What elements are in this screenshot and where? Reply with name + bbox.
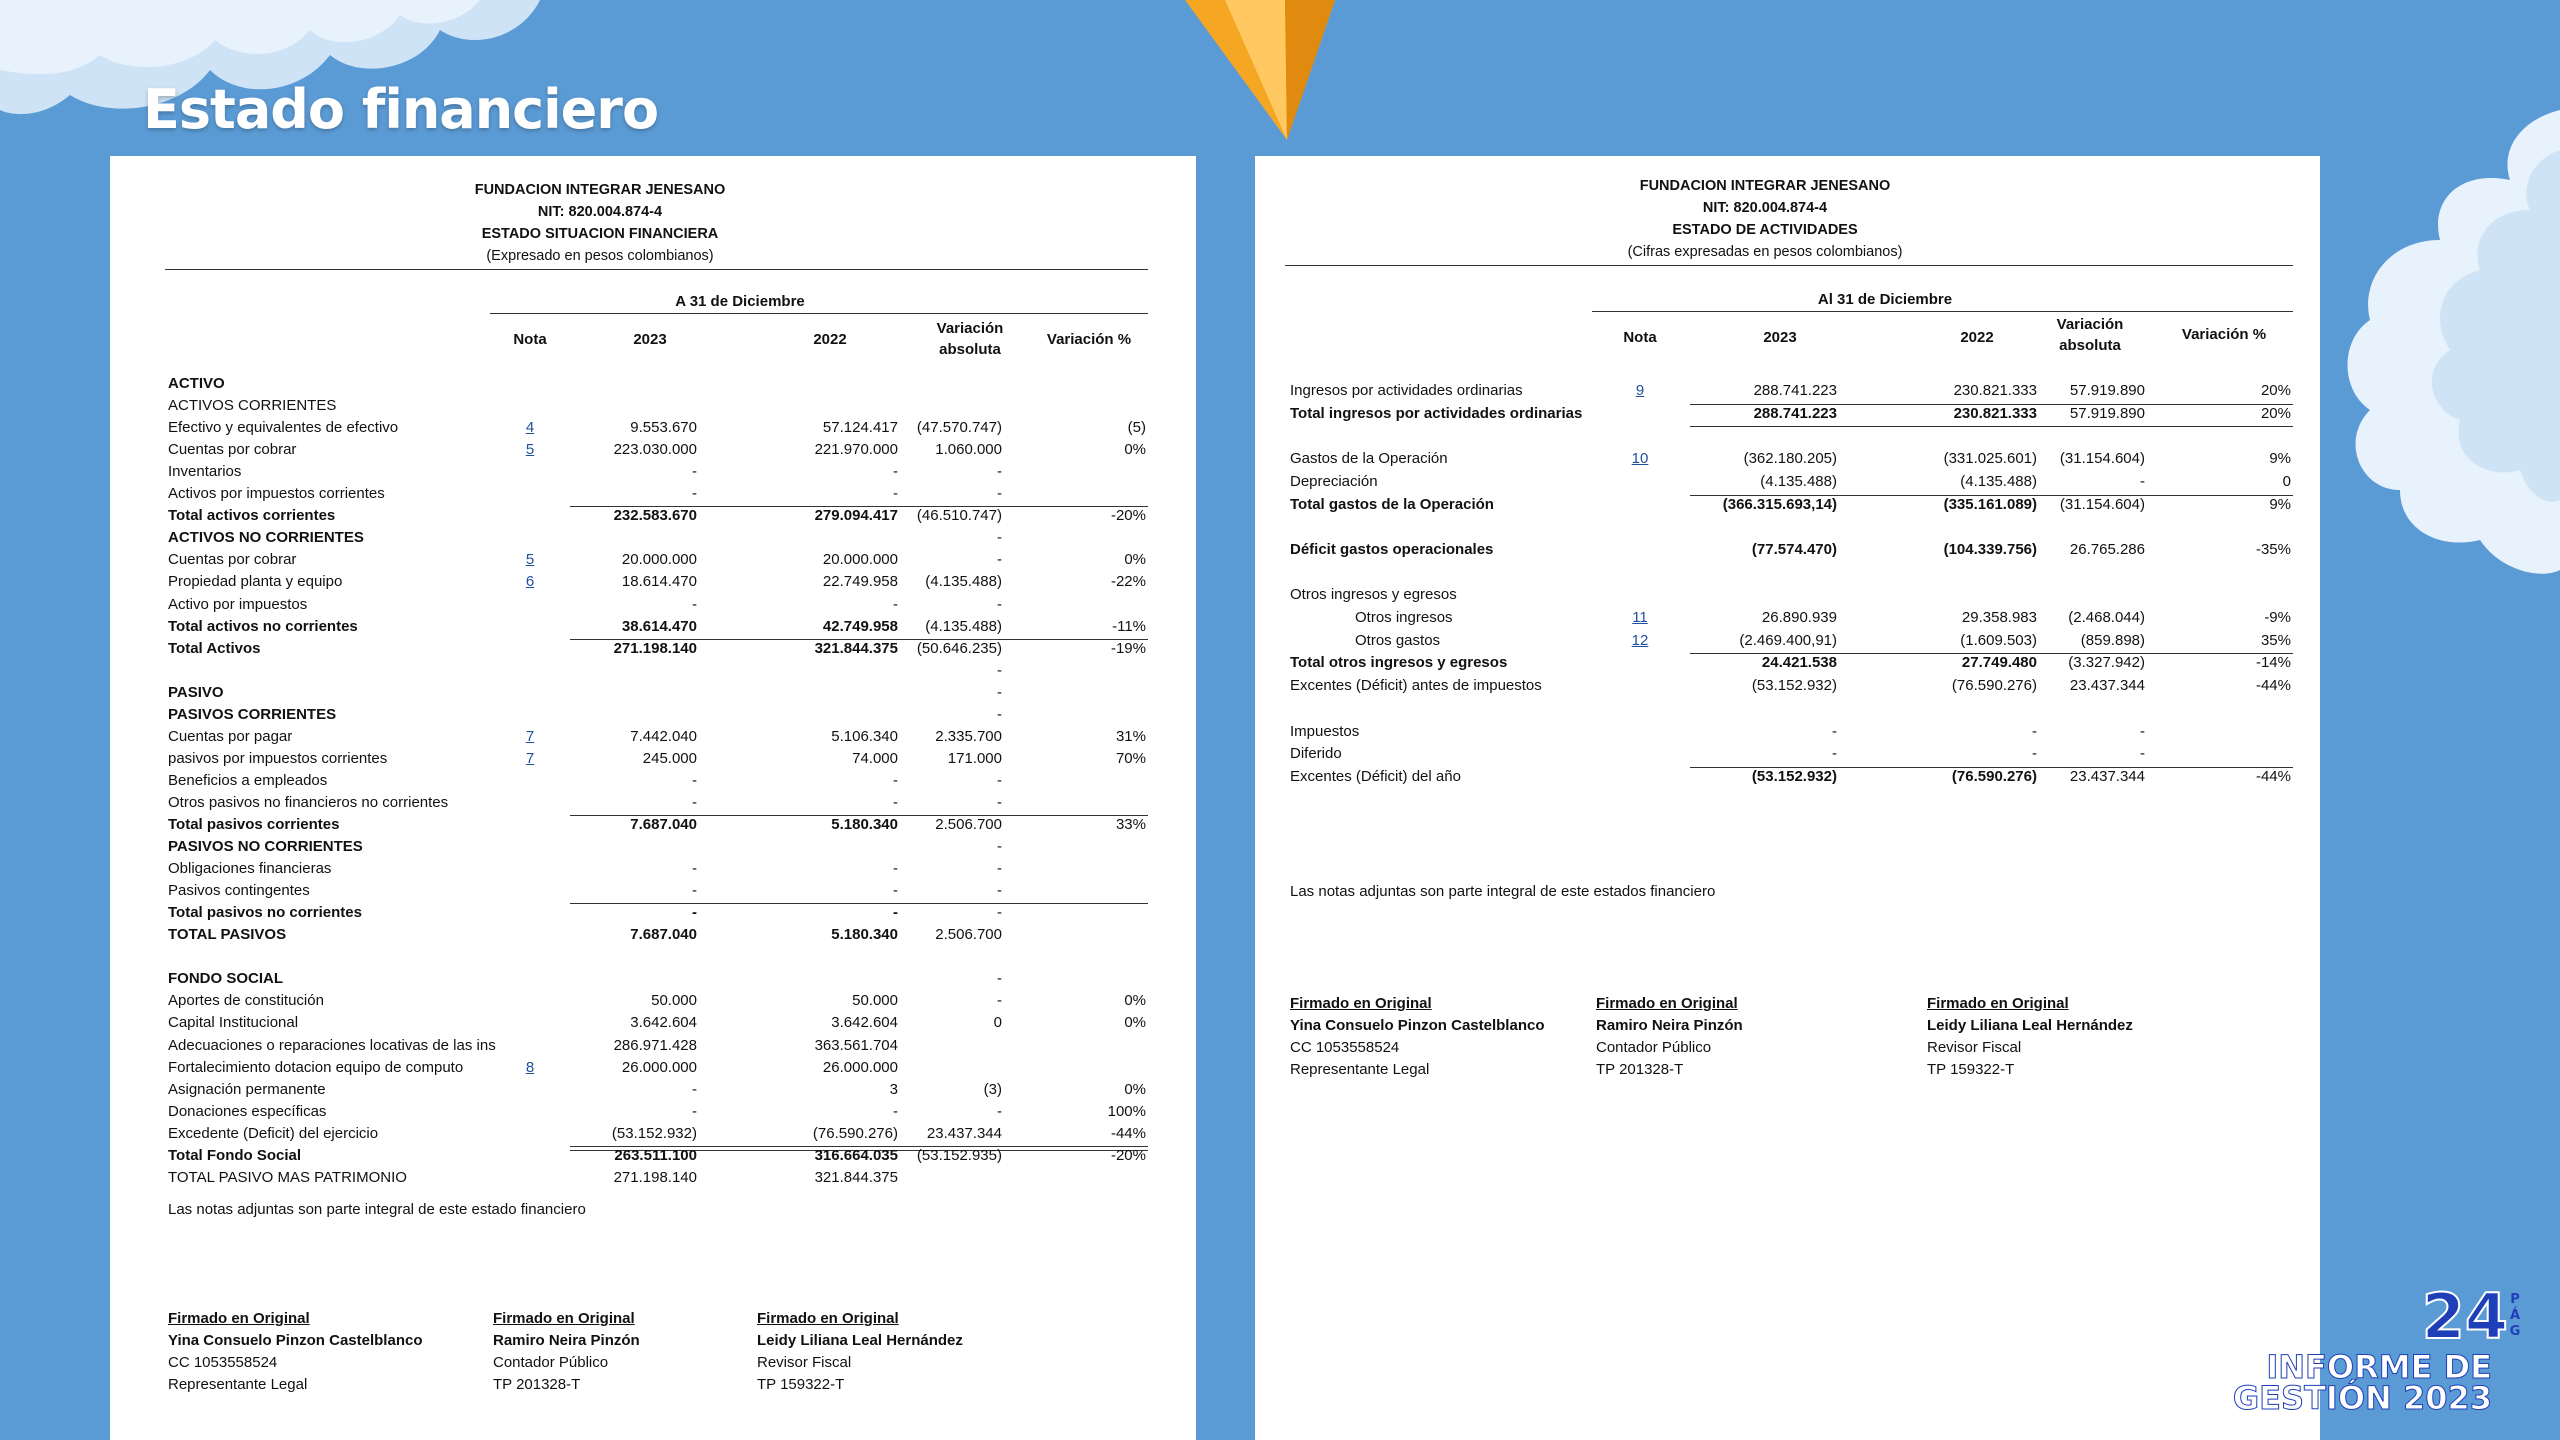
activities-signature-block	[1290, 993, 1544, 1081]
activities-row-2022: 29.358.983	[1961, 609, 2037, 626]
activities-row-note-link[interactable]: 10	[1631, 450, 1649, 468]
activities-row-2023: (4.135.488)	[1760, 472, 1837, 490]
balance-row-2022: 74.000	[852, 749, 898, 767]
balance-row-note-link[interactable]: 7	[525, 749, 535, 767]
activities-row-note-link[interactable]: 12	[1631, 631, 1649, 649]
balance-row-var-abs: 0	[993, 1014, 1002, 1032]
balance-row-var-pct: (5)	[1127, 419, 1146, 437]
balance-row-label: Donaciones específicas	[168, 1102, 327, 1120]
activities-report-title: ESTADO DE ACTIVIDADES	[1672, 222, 1858, 238]
activities-row-label: Déficit gastos operacionales	[1290, 540, 1494, 558]
balance-col-var-pct: Variación %	[1046, 331, 1132, 348]
balance-row-label: Total pasivos corrientes	[168, 816, 340, 833]
balance-row-var-abs: -	[997, 992, 1002, 1010]
balance-row-label: PASIVOS CORRIENTES	[168, 705, 337, 723]
activities-signature-name: Yina Consuelo Pinzon Castelblanco	[1290, 1017, 1545, 1034]
balance-row-label: Obligaciones financieras	[168, 860, 332, 878]
activities-row-var-pct: 35%	[2260, 631, 2291, 649]
balance-subtitle: (Expresado en pesos colombianos)	[486, 248, 714, 264]
activities-row-2022: (4.135.488)	[1960, 472, 2037, 490]
balance-row-label: PASIVOS NO CORRIENTES	[168, 838, 363, 856]
balance-row-2023: -	[692, 595, 697, 613]
activities-row-var-pct: -44%	[2255, 677, 2291, 695]
activities-row-2023: (362.180.205)	[1743, 450, 1837, 468]
activities-row-var-pct: -9%	[2264, 609, 2291, 626]
activities-row-var-pct: 9%	[2269, 495, 2291, 513]
balance-row-var-abs: (4.135.488)	[925, 573, 1002, 591]
activities-row-var-abs: -	[2140, 745, 2145, 763]
balance-row-note-link[interactable]: 6	[525, 573, 535, 591]
balance-row-label: Efectivo y equivalentes de efectivo	[168, 419, 399, 437]
balance-row-var-pct: -20%	[1110, 507, 1146, 525]
balance-row-label: FONDO SOCIAL	[168, 970, 283, 988]
page-number-badge: 24	[2421, 1280, 2508, 1353]
balance-row-var-pct: -44%	[1110, 1124, 1146, 1142]
page-label-letter: Á	[2509, 1308, 2521, 1323]
activities-col-var-abs-line1: Variación	[2056, 316, 2124, 333]
balance-col-var-abs	[910, 318, 1030, 360]
balance-row-label: Aportes de constitución	[168, 992, 324, 1010]
balance-row-2022: 363.561.704	[814, 1036, 898, 1054]
activities-row-2023: (53.152.932)	[1751, 767, 1837, 785]
activities-row-var-abs: (2.468.044)	[2068, 609, 2145, 626]
activities-org: FUNDACION INTEGRAR JENESANO	[1639, 178, 1891, 194]
activities-row-var-pct: -35%	[2255, 540, 2291, 558]
activities-row-var-pct: 20%	[2260, 404, 2291, 422]
cloud-right-decoration	[2300, 110, 2560, 610]
activities-col-var-abs-line2: absoluta	[2059, 337, 2121, 354]
activities-row-var-abs: 23.437.344	[2069, 677, 2145, 695]
balance-signature-line2: TP 159322-T	[757, 1376, 845, 1393]
balance-row-var-pct: 100%	[1107, 1102, 1146, 1120]
activities-subtitle: (Cifras expresadas en pesos colombianos)	[1627, 244, 1903, 260]
balance-row-2023: 286.971.428	[613, 1036, 697, 1054]
activities-row-var-pct: -44%	[2255, 767, 2291, 785]
activities-total-rule	[1690, 426, 2293, 427]
report-name-line1: INFORME DE	[2266, 1348, 2492, 1386]
balance-col-2023: 2023	[633, 331, 667, 348]
balance-row-label: Total pasivos no corrientes	[168, 904, 362, 922]
activities-row-label: Otros ingresos	[1355, 609, 1453, 626]
balance-header-rule	[165, 269, 1148, 270]
report-name-line2: GESTIÓN 2023	[2232, 1379, 2492, 1417]
activities-signature-block	[1596, 993, 1743, 1081]
balance-row-2023: 7.687.040	[630, 816, 697, 833]
balance-row-var-abs: (53.152.935)	[916, 1146, 1002, 1164]
activities-row-label: Excentes (Déficit) antes de impuestos	[1290, 677, 1542, 695]
balance-org: FUNDACION INTEGRAR JENESANO	[474, 182, 726, 198]
balance-row-label: Activos por impuestos corrientes	[168, 485, 385, 503]
balance-row-2022: 57.124.417	[822, 419, 898, 437]
balance-row-2022: -	[893, 485, 898, 503]
balance-period-rule	[490, 313, 1148, 314]
balance-row-var-abs: (3)	[983, 1080, 1002, 1098]
page-label-vertical	[2508, 1292, 2522, 1340]
activities-row-label: Total otros ingresos y egresos	[1290, 654, 1508, 672]
balance-signature-block	[168, 1308, 422, 1396]
balance-row-label: Capital Institucional	[168, 1014, 299, 1032]
balance-period: A 31 de Diciembre	[675, 293, 805, 310]
balance-col-var-abs-line1: Variación	[936, 320, 1004, 337]
balance-row-2023: 18.614.470	[621, 573, 697, 591]
balance-row-var-abs: 23.437.344	[926, 1124, 1002, 1142]
balance-row-note-link[interactable]: 7	[525, 727, 535, 745]
activities-row-var-pct: -14%	[2255, 654, 2291, 672]
activities-row-label: Impuestos	[1290, 722, 1360, 740]
activities-row-var-abs: (859.898)	[2080, 631, 2145, 649]
balance-signature-line1: Contador Público	[493, 1354, 609, 1371]
balance-row-2022: 5.106.340	[831, 727, 898, 745]
balance-row-label: Propiedad planta y equipo	[168, 573, 343, 591]
balance-row-var-abs: -	[997, 882, 1002, 900]
balance-row-label: pasivos por impuestos corrientes	[168, 749, 388, 767]
balance-row-2023: -	[692, 1102, 697, 1120]
balance-row-label: Total activos corrientes	[168, 507, 336, 525]
balance-row-2022: 22.749.958	[822, 573, 898, 591]
balance-row-note-link[interactable]: 5	[525, 551, 535, 569]
balance-row-var-pct: 31%	[1115, 727, 1146, 745]
activities-row-var-abs: -	[2140, 722, 2145, 740]
balance-row-2022: 3.642.604	[831, 1014, 898, 1032]
activities-row-note-link[interactable]: 9	[1635, 382, 1645, 399]
balance-row-2023: 20.000.000	[621, 551, 697, 569]
balance-signature-line1: Revisor Fiscal	[757, 1354, 852, 1371]
activities-signature-line1: Revisor Fiscal	[1927, 1039, 2022, 1056]
balance-row-var-abs: 2.335.700	[935, 727, 1002, 745]
balance-row-var-pct: 0%	[1124, 1080, 1146, 1098]
activities-signature-heading: Firmado en Original	[1927, 995, 2069, 1012]
balance-row-2023: 7.442.040	[630, 727, 697, 745]
activities-row-2023: -	[1832, 745, 1837, 763]
balance-col-nota: Nota	[513, 331, 547, 348]
activities-row-label: Depreciación	[1290, 472, 1378, 490]
activities-col-var-abs	[2035, 314, 2145, 356]
balance-row-var-abs: (46.510.747)	[916, 507, 1002, 525]
activities-signature-line1: CC 1053558524	[1290, 1039, 1400, 1056]
balance-row-var-pct: -19%	[1110, 639, 1146, 657]
balance-row-var-pct: -22%	[1110, 573, 1146, 591]
balance-header	[430, 179, 770, 267]
balance-row-var-abs: -	[997, 551, 1002, 569]
activities-row-label: Gastos de la Operación	[1290, 450, 1448, 468]
balance-row-var-abs: 2.506.700	[935, 926, 1002, 944]
balance-row-label: Cuentas por cobrar	[168, 441, 297, 459]
balance-row-label: Cuentas por cobrar	[168, 551, 297, 569]
balance-row-var-abs: 171.000	[947, 749, 1002, 767]
balance-row-var-abs: -	[997, 838, 1002, 856]
activities-row-2022: -	[2032, 745, 2037, 763]
balance-sheet-document	[110, 156, 1196, 1440]
balance-row-2022: -	[893, 904, 898, 922]
balance-row-2023: 7.687.040	[630, 926, 697, 944]
activities-statement-document	[1255, 156, 2320, 1440]
balance-row-label: Inventarios	[168, 463, 242, 481]
activities-row-var-pct: 0	[2282, 472, 2291, 490]
activities-row-label: Otros gastos	[1355, 631, 1441, 649]
balance-row-2023: 3.642.604	[630, 1014, 697, 1032]
balance-signature-heading: Firmado en Original	[168, 1310, 310, 1327]
balance-row-var-pct: 0%	[1124, 992, 1146, 1010]
balance-row-2023: 26.000.000	[621, 1058, 697, 1076]
balance-row-2023: 232.583.670	[613, 507, 697, 525]
balance-footnote: Las notas adjuntas son parte integral de este estado financiero	[168, 1201, 586, 1218]
balance-row-2022: 20.000.000	[822, 551, 898, 569]
activities-row-2022: (1.609.503)	[1960, 631, 2037, 649]
activities-row-label: Total ingresos por actividades ordinarias	[1290, 404, 1583, 422]
balance-row-var-abs: -	[997, 529, 1002, 547]
page-label-letter: P	[2510, 1292, 2520, 1307]
balance-row-label: Beneficios a empleados	[168, 771, 328, 789]
activities-row-label: Total gastos de la Operación	[1290, 495, 1494, 513]
activities-row-2023: 24.421.538	[1761, 654, 1837, 672]
balance-row-2023: -	[692, 904, 697, 922]
activities-row-var-abs: (31.154.604)	[2059, 450, 2145, 468]
balance-row-var-abs: -	[997, 771, 1002, 789]
balance-row-var-abs: (50.646.235)	[916, 639, 1002, 657]
activities-row-2023: -	[1832, 722, 1837, 740]
activities-signature-line2: TP 201328-T	[1596, 1061, 1684, 1078]
activities-signature-heading: Firmado en Original	[1596, 995, 1738, 1012]
balance-row-var-abs: (4.135.488)	[925, 617, 1002, 635]
balance-row-label: Adecuaciones o reparaciones locativas de las ins	[168, 1036, 496, 1054]
balance-row-var-pct: 0%	[1124, 551, 1146, 569]
balance-row-2022: -	[893, 793, 898, 811]
balance-row-var-abs: -	[997, 463, 1002, 481]
activities-nit: NIT: 820.004.874-4	[1702, 200, 1828, 216]
activities-row-label: Ingresos por actividades ordinarias	[1290, 382, 1523, 399]
activities-row-2023: (366.315.693,14)	[1722, 495, 1837, 513]
activities-col-nota: Nota	[1623, 329, 1657, 346]
balance-nit: NIT: 820.004.874-4	[537, 204, 663, 220]
page-title: Estado financiero	[143, 78, 659, 141]
activities-signature-line2: TP 159322-T	[1927, 1061, 2015, 1078]
activities-row-var-abs: (3.327.942)	[2068, 654, 2145, 672]
activities-row-2022: 27.749.480	[1961, 654, 2037, 672]
balance-row-var-pct: 33%	[1115, 816, 1146, 833]
activities-row-2022: 230.821.333	[1953, 404, 2037, 422]
balance-row-2022: 26.000.000	[822, 1058, 898, 1076]
activities-row-2022: (104.339.756)	[1943, 540, 2037, 558]
activities-row-2022: (76.590.276)	[1951, 677, 2037, 695]
balance-row-var-pct: -11%	[1112, 617, 1146, 635]
page-label-letter: G	[2509, 1324, 2521, 1339]
balance-row-2023: -	[692, 771, 697, 789]
activities-row-var-abs: 26.765.286	[2069, 540, 2145, 558]
balance-row-2022: 5.180.340	[831, 816, 898, 833]
balance-row-label: Total activos no corrientes	[168, 617, 358, 635]
balance-signature-block	[757, 1308, 963, 1396]
activities-row-2022: (331.025.601)	[1943, 450, 2037, 468]
balance-row-var-abs: 1.060.000	[935, 441, 1002, 459]
activities-row-var-pct: 9%	[2269, 450, 2291, 468]
activities-col-2022: 2022	[1960, 329, 1994, 346]
activities-row-2022: 230.821.333	[1953, 382, 2037, 399]
activities-row-2023: 288.741.223	[1753, 404, 1837, 422]
balance-row-2022: -	[893, 595, 898, 613]
balance-signature-name: Leidy Liliana Leal Hernández	[757, 1332, 963, 1349]
balance-report-title: ESTADO SITUACION FINANCIERA	[481, 226, 719, 242]
activities-row-label: Diferido	[1290, 745, 1342, 763]
balance-row-2022: -	[893, 463, 898, 481]
activities-row-2023: (2.469.400,91)	[1739, 631, 1837, 649]
balance-row-var-abs: -	[997, 1102, 1002, 1120]
balance-row-label: Fortalecimiento dotacion equipo de computo	[168, 1058, 464, 1076]
balance-row-var-pct: 70%	[1115, 749, 1146, 767]
balance-row-note-link[interactable]: 5	[525, 441, 535, 459]
balance-row-var-abs: 2.506.700	[935, 816, 1002, 833]
activities-row-var-abs: 23.437.344	[2069, 767, 2145, 785]
activities-row-2022: -	[2032, 722, 2037, 740]
balance-row-2022: (76.590.276)	[812, 1124, 898, 1142]
balance-row-var-pct: -20%	[1110, 1146, 1146, 1164]
balance-row-var-abs: -	[997, 683, 1002, 701]
balance-signature-name: Yina Consuelo Pinzon Castelblanco	[168, 1332, 423, 1349]
activities-row-var-pct: 20%	[2260, 382, 2291, 399]
balance-row-2023: 9.553.670	[630, 419, 697, 437]
balance-row-label: TOTAL PASIVOS	[168, 926, 287, 944]
activities-row-note-link[interactable]: 11	[1632, 609, 1648, 626]
activities-col-2023: 2023	[1763, 329, 1797, 346]
balance-row-2023: 271.198.140	[613, 639, 697, 657]
balance-row-var-abs: -	[997, 661, 1002, 679]
activities-signature-line2: Representante Legal	[1290, 1061, 1430, 1078]
balance-row-var-pct: 0%	[1124, 441, 1146, 459]
activities-row-2023: (77.574.470)	[1751, 540, 1837, 558]
activities-header-rule	[1285, 265, 2293, 266]
activities-row-2023: 288.741.223	[1753, 382, 1837, 399]
balance-row-2022: 316.664.035	[814, 1146, 898, 1164]
balance-row-2022: -	[893, 860, 898, 878]
activities-row-2022: (335.161.089)	[1943, 495, 2037, 513]
activities-row-2023: (53.152.932)	[1751, 677, 1837, 695]
activities-period-rule	[1592, 311, 2293, 312]
balance-row-2023: -	[692, 463, 697, 481]
balance-row-label: Activo por impuestos	[168, 595, 308, 613]
balance-signature-block	[493, 1308, 640, 1396]
balance-row-2022: 321.844.375	[814, 639, 898, 657]
balance-row-2023: 50.000	[651, 992, 697, 1010]
balance-row-label: PASIVO	[168, 683, 224, 701]
activities-row-2023: 26.890.939	[1761, 609, 1837, 626]
balance-row-label: Excedente (Deficit) del ejercicio	[168, 1124, 379, 1142]
balance-row-2023: 223.030.000	[613, 441, 697, 459]
activities-signature-block	[1927, 993, 2133, 1081]
balance-row-2023: -	[692, 860, 697, 878]
balance-row-label: Pasivos contingentes	[168, 882, 310, 900]
balance-row-2022: -	[893, 882, 898, 900]
balance-row-label: Total Activos	[168, 639, 261, 657]
balance-row-2023: (53.152.932)	[611, 1124, 697, 1142]
balance-row-2023: 38.614.470	[621, 617, 697, 635]
activities-row-2022: (76.590.276)	[1951, 767, 2037, 785]
balance-row-2022: 3	[889, 1080, 898, 1098]
balance-row-2023: -	[692, 793, 697, 811]
activities-period: Al 31 de Diciembre	[1817, 291, 1953, 308]
balance-row-label: Cuentas por pagar	[168, 727, 293, 745]
balance-row-note-link[interactable]: 8	[525, 1058, 535, 1076]
balance-row-note-link[interactable]: 4	[525, 419, 535, 437]
balance-signature-line1: CC 1053558524	[168, 1354, 278, 1371]
balance-signature-line2: Representante Legal	[168, 1376, 308, 1393]
balance-row-2022: 50.000	[852, 992, 898, 1010]
activities-row-var-abs: (31.154.604)	[2059, 495, 2145, 513]
activities-row-var-abs: 57.919.890	[2069, 404, 2145, 422]
balance-row-var-pct: 0%	[1124, 1014, 1146, 1032]
balance-row-label: TOTAL PASIVO MAS PATRIMONIO	[168, 1168, 407, 1186]
balance-row-label: Total Fondo Social	[168, 1146, 302, 1164]
activities-footnote: Las notas adjuntas son parte integral de este estados financiero	[1290, 883, 1716, 900]
activities-col-var-pct: Variación %	[2181, 326, 2267, 343]
balance-row-2023: -	[692, 485, 697, 503]
balance-row-2022: 321.844.375	[814, 1168, 898, 1186]
balance-col-2022: 2022	[813, 331, 847, 348]
activities-signature-heading: Firmado en Original	[1290, 995, 1432, 1012]
balance-row-2023: 263.511.100	[614, 1146, 697, 1164]
balance-row-2022: -	[893, 1102, 898, 1120]
balance-row-var-abs: -	[997, 595, 1002, 613]
balance-row-label: ACTIVOS NO CORRIENTES	[168, 529, 364, 547]
balance-row-var-abs: -	[997, 705, 1002, 723]
activities-signature-name: Ramiro Neira Pinzón	[1596, 1017, 1743, 1034]
balance-row-2022: 42.749.958	[822, 617, 898, 635]
balance-row-var-abs: -	[997, 860, 1002, 878]
balance-row-var-abs: -	[997, 970, 1002, 988]
balance-row-var-abs: -	[997, 793, 1002, 811]
balance-row-2023: -	[692, 1080, 697, 1098]
balance-col-var-abs-line2: absoluta	[939, 341, 1001, 358]
balance-row-var-abs: -	[997, 904, 1002, 922]
balance-signature-name: Ramiro Neira Pinzón	[493, 1332, 640, 1349]
balance-row-2022: 221.970.000	[814, 441, 898, 459]
balance-row-label: ACTIVO	[168, 375, 225, 392]
paper-plane-decoration	[1185, 0, 1335, 150]
activities-header	[1585, 175, 1945, 263]
balance-signature-line2: TP 201328-T	[493, 1376, 581, 1393]
balance-signature-heading: Firmado en Original	[757, 1310, 899, 1327]
balance-signature-heading: Firmado en Original	[493, 1310, 635, 1327]
balance-row-var-abs: -	[997, 485, 1002, 503]
balance-row-var-abs: (47.570.747)	[916, 419, 1002, 437]
balance-row-2023: -	[692, 882, 697, 900]
balance-row-label: Asignación permanente	[168, 1080, 326, 1098]
activities-row-label: Excentes (Déficit) del año	[1290, 767, 1461, 785]
balance-row-2022: 5.180.340	[831, 926, 898, 944]
activities-row-var-abs: -	[2140, 472, 2145, 490]
activities-row-label: Otros ingresos y egresos	[1290, 586, 1457, 604]
activities-signature-line1: Contador Público	[1596, 1039, 1712, 1056]
activities-row-var-abs: 57.919.890	[2069, 382, 2145, 399]
balance-row-label: ACTIVOS CORRIENTES	[168, 397, 337, 415]
balance-row-2022: 279.094.417	[814, 507, 898, 525]
balance-row-2023: 271.198.140	[613, 1168, 697, 1186]
activities-signature-name: Leidy Liliana Leal Hernández	[1927, 1017, 2133, 1034]
balance-row-2022: -	[893, 771, 898, 789]
balance-row-label: Otros pasivos no financieros no corrientes	[168, 793, 449, 811]
balance-row-2023: 245.000	[642, 749, 697, 767]
